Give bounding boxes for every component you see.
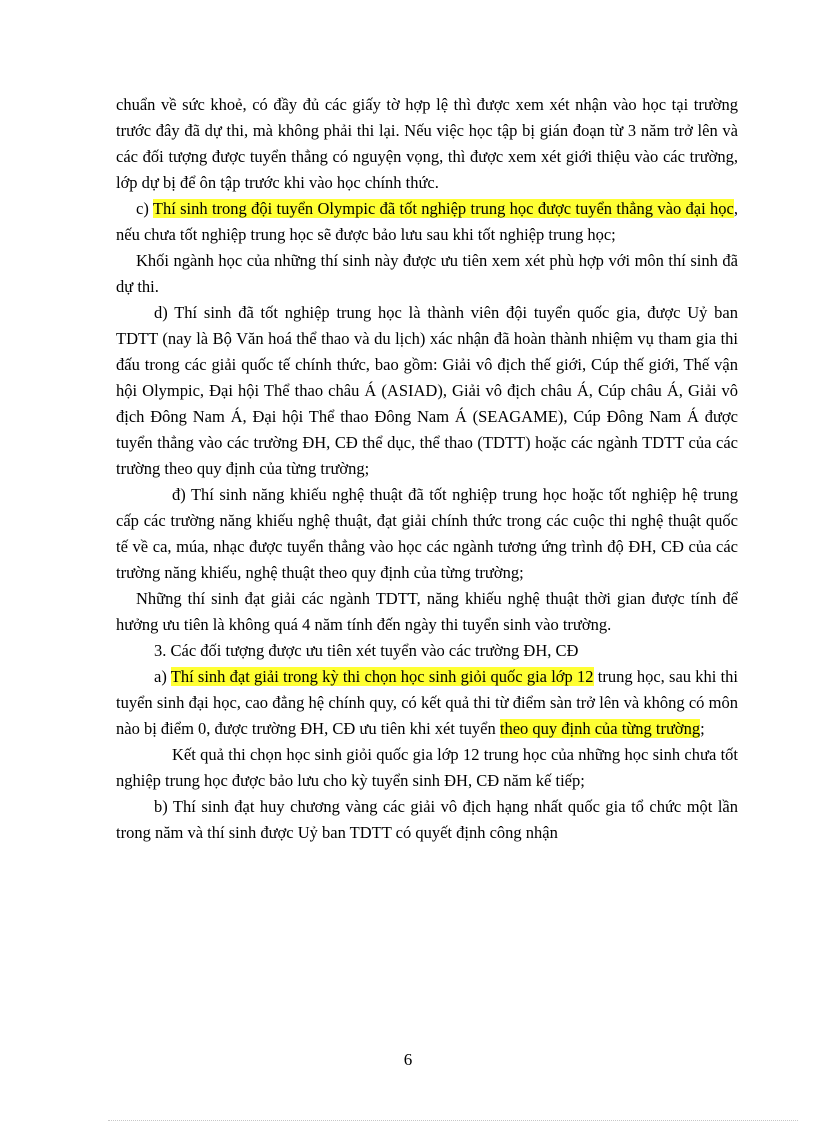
text-segment: Những thí sinh đạt giải các ngành TDTT, năng khiếu nghệ thuật thời gian được tính để hưởng ưu tiên là không quá 4 năm tính đến ngày thi tuyển sinh vào trường. bbox=[116, 589, 738, 634]
paragraph bbox=[116, 664, 738, 742]
text-segment: ; bbox=[700, 719, 705, 738]
text-segment: trung học, sau khi thi tuyển sinh đại học, cao đẳng hệ chính quy, có kết quả thi từ điểm sàn trở lên và không có môn nào bị điểm 0, được trường ĐH, CĐ ưu tiên khi xét tuyển bbox=[116, 667, 738, 738]
paragraph bbox=[116, 300, 738, 482]
text-segment: đ) Thí sinh năng khiếu nghệ thuật đã tốt nghiệp trung học hoặc tốt nghiệp hệ trung cấp các trường năng khiếu nghệ thuật, đạt giải chính thức trong các cuộc thi nghệ thuật quốc tế về ca, múa, nhạc được tuyển thẳng vào học các ngành tương ứng trình độ ĐH, CĐ của các trường năng khiếu, nghệ thuật theo quy định của từng trường; bbox=[116, 485, 738, 582]
text-segment: c) bbox=[136, 199, 153, 218]
document-body bbox=[116, 92, 738, 846]
paragraph bbox=[116, 586, 738, 638]
highlighted-text: Thí sinh trong đội tuyển Olympic đã tốt nghiệp trung học được tuyển thẳng vào đại học bbox=[152, 199, 734, 218]
text-segment: chuẩn về sức khoẻ, có đầy đủ các giấy tờ hợp lệ thì được xem xét nhận vào học tại trường trước đây đã dự thi, mà không phải thi lại. Nếu việc học tập bị gián đoạn từ 3 năm trở lên và các đối tượng được tuyển thẳng có nguyện vọng, thì được xem xét giới thiệu vào các trường, lớp dự bị để ôn tập trước khi vào học chính thức. bbox=[116, 95, 738, 192]
paragraph bbox=[116, 92, 738, 196]
text-segment: d) Thí sinh đã tốt nghiệp trung học là thành viên đội tuyển quốc gia, được Uỷ ban TDTT (nay là Bộ Văn hoá thể thao và du lịch) xác nhận đã hoàn thành nhiệm vụ tham gia thi đấu trong các giải quốc tế chính thức, bao gồm: Giải vô địch thế giới, Cúp thế giới, Thế vận hội Olympic, Đại hội Thể thao châu Á (ASIAD), Giải vô địch châu Á, Cúp châu Á, Giải vô địch Đông Nam Á, Đại hội Thể thao Đông Nam Á (SEAGAME), Cúp Đông Nam Á được tuyển thẳng vào các trường ĐH, CĐ thể dục, thể thao (TDTT) hoặc các ngành TDTT của các trường theo quy định của từng trường; bbox=[116, 303, 738, 478]
paragraph bbox=[116, 248, 738, 300]
text-segment: Kết quả thi chọn học sinh giỏi quốc gia lớp 12 trung học của những học sinh chưa tốt nghiệp trung học được bảo lưu cho kỳ tuyển sinh ĐH, CĐ năm kế tiếp; bbox=[116, 745, 738, 790]
paragraph bbox=[116, 638, 738, 664]
page-number: 6 bbox=[403, 1050, 413, 1069]
paragraph bbox=[116, 196, 738, 248]
text-segment: , nếu chưa tốt nghiệp trung học sẽ được bảo lưu sau khi tốt nghiệp trung học; bbox=[116, 199, 738, 244]
text-segment: Khối ngành học của những thí sinh này được ưu tiên xem xét phù hợp với môn thí sinh đã dự thi. bbox=[116, 251, 738, 296]
paragraph bbox=[116, 794, 738, 846]
text-segment: 3. Các đối tượng được ưu tiên xét tuyển vào các trường ĐH, CĐ bbox=[154, 641, 579, 660]
highlighted-text: Thí sinh đạt giải trong kỳ thi chọn học sinh giỏi quốc gia lớp 12 bbox=[170, 667, 594, 686]
text-segment: b) Thí sinh đạt huy chương vàng các giải vô địch hạng nhất quốc gia tổ chức một lần trong năm và thí sinh được Uỷ ban TDTT có quyết định công nhận bbox=[116, 797, 738, 842]
text-segment: a) bbox=[154, 667, 171, 686]
paragraph bbox=[116, 742, 738, 794]
footer-divider bbox=[108, 1120, 798, 1121]
highlighted-text: theo quy định của từng trường bbox=[499, 719, 701, 738]
paragraph bbox=[116, 482, 738, 586]
